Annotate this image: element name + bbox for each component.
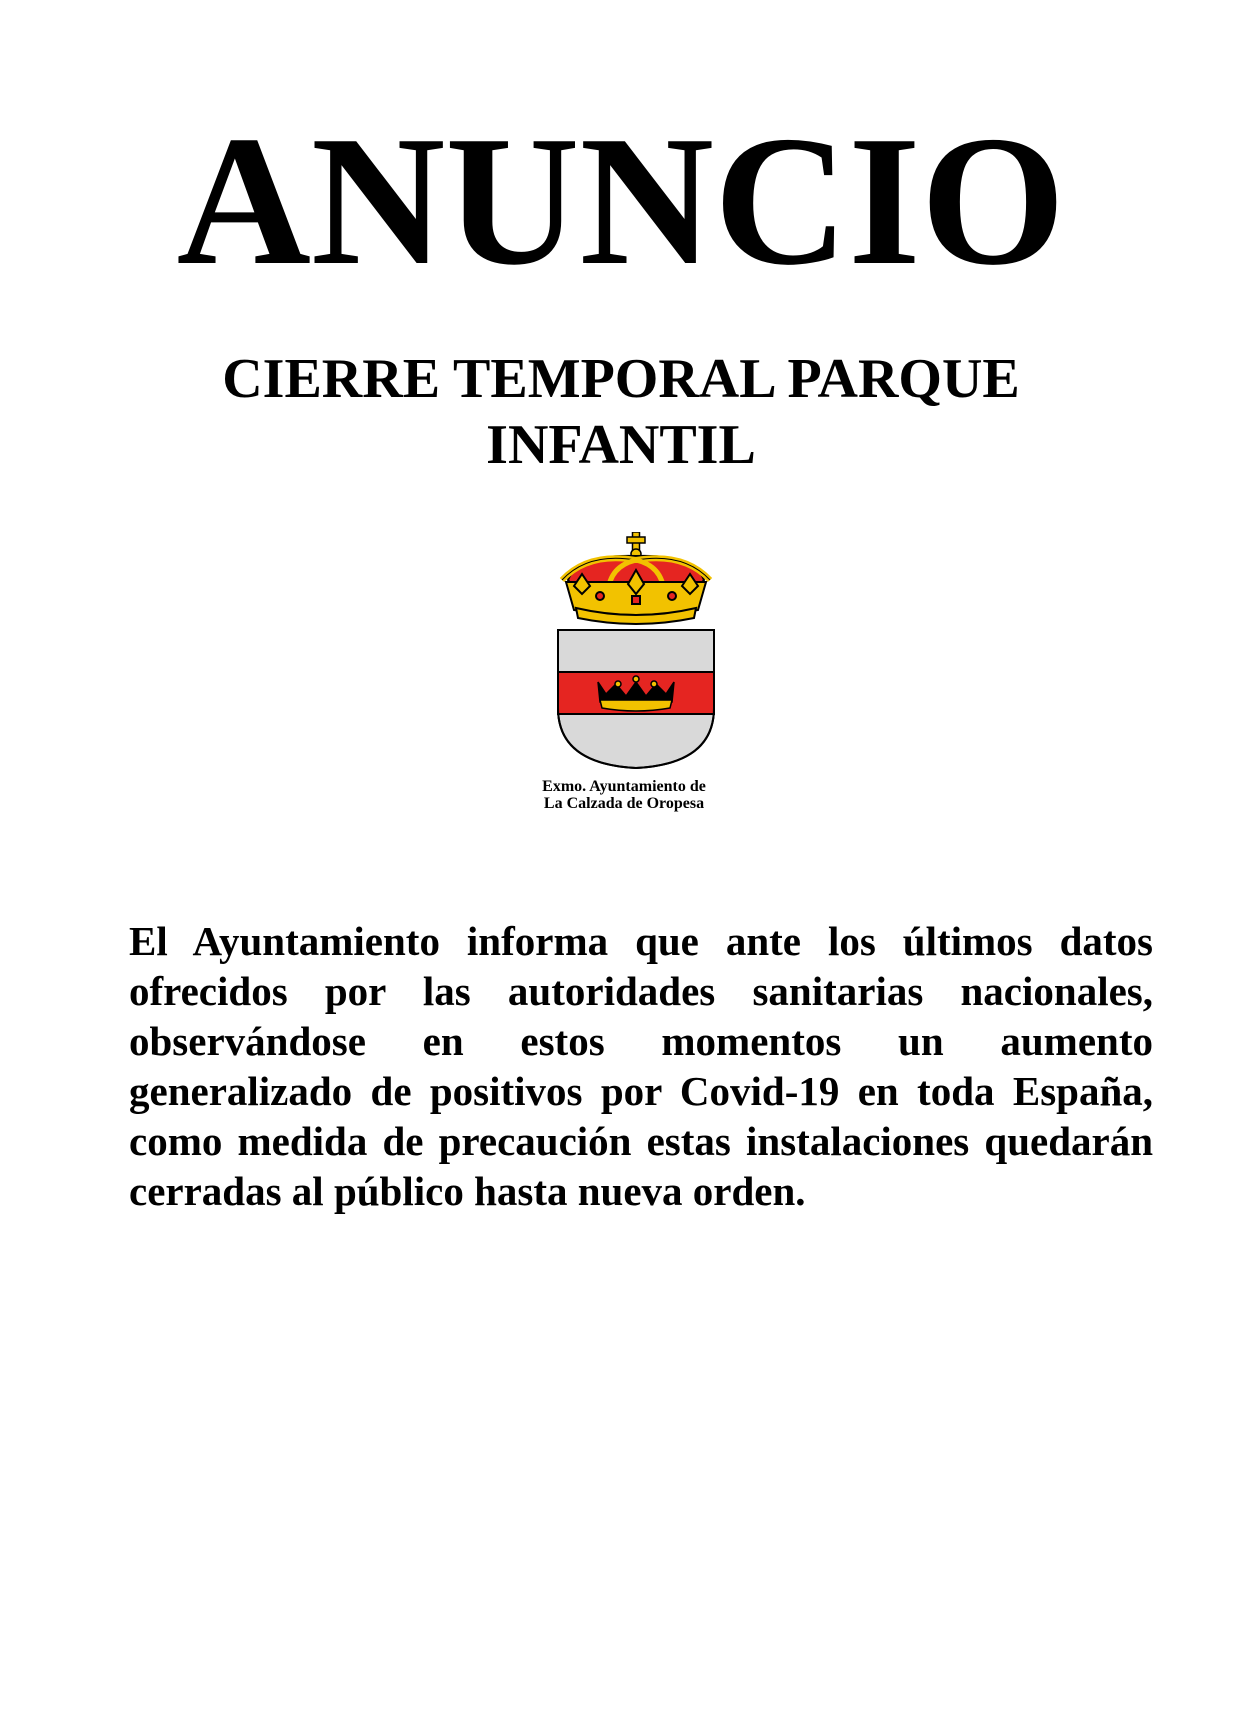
subtitle-line-2: INFANTIL	[486, 414, 756, 476]
emblem-caption	[500, 778, 748, 812]
emblem-caption-line-2: La Calzada de Oropesa	[543, 795, 705, 812]
page-title: ANUNCIO	[176, 98, 1066, 304]
notice-body: El Ayuntamiento informa que ante los últimos datos ofrecidos por las autoridades sanitarias nacionales, observándose en estos momentos un aumento generalizado de positivos por Covid-19 en toda España, como medida de precaución estas instalaciones quedarán cerradas al público hasta nueva orden.	[129, 918, 1153, 1214]
notice-subtitle	[0, 346, 1242, 478]
subtitle-line-1: CIERRE TEMPORAL PARQUE	[222, 348, 1020, 410]
coat-of-arms-icon	[548, 532, 724, 772]
emblem-caption-line-1: Exmo. Ayuntamiento de	[542, 778, 706, 795]
top-crown	[562, 556, 710, 624]
